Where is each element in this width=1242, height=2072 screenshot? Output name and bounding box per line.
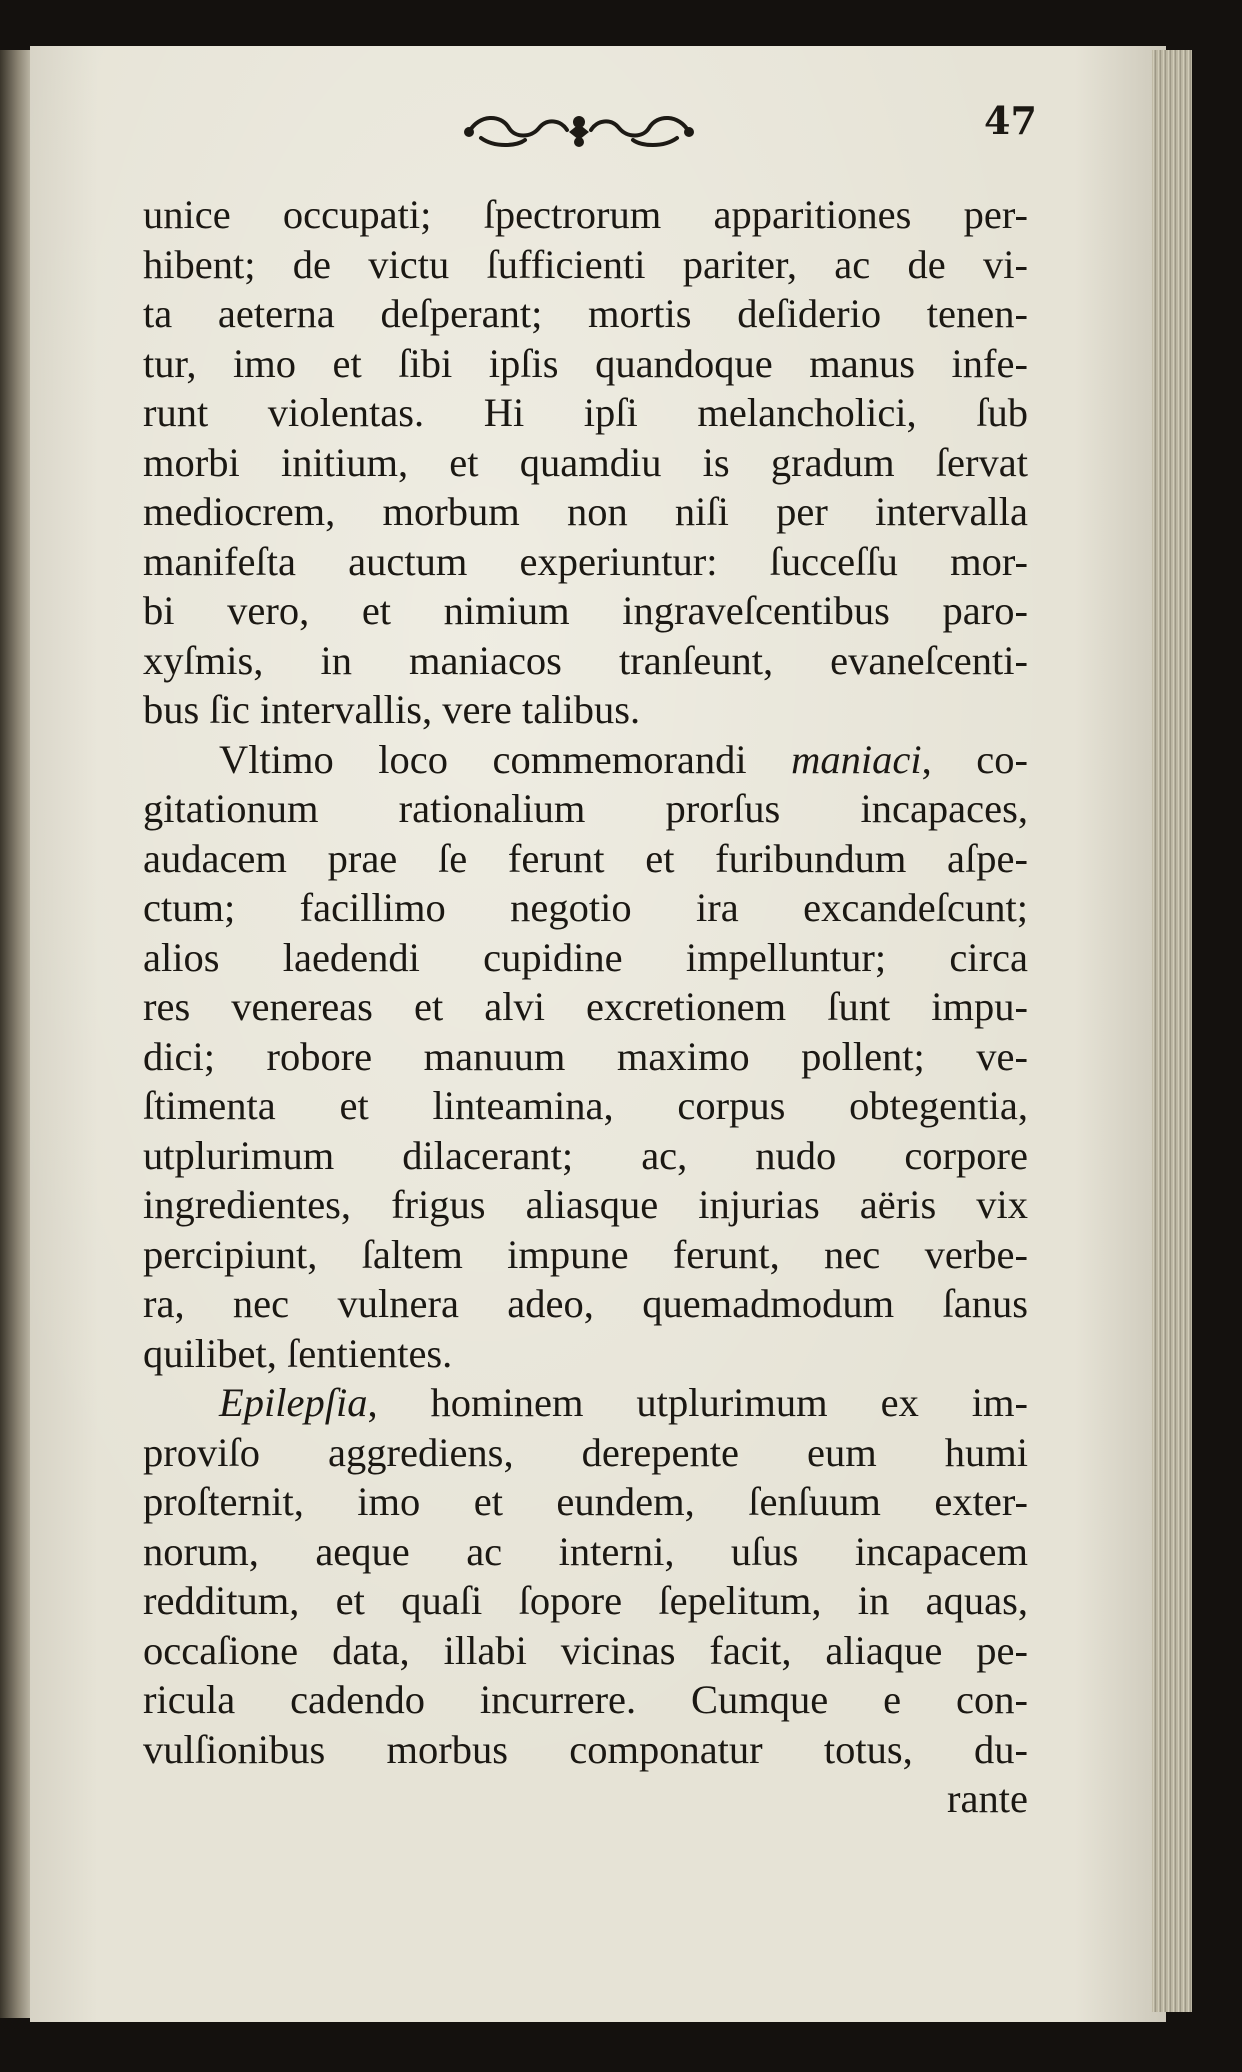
text-run: , hominem utplurimum ex im- [367,1380,1028,1425]
page-number: 47 [984,98,1037,143]
italic-term: Epilepſia [219,1380,368,1425]
text-line: ſtimenta et linteamina, corpus obtegentia, [143,1083,1028,1128]
body-text [143,190,1028,1824]
text-line: norum, aeque ac interni, uſus incapacem [143,1528,1028,1574]
text-line: runt violentas. Hi ipſi melancholici, ſub [143,390,1028,435]
page-header [140,92,1040,172]
text-line: unice occupati; ſpectrorum apparitiones per- [143,192,1028,237]
text-line: proviſo aggrediens, derepente eum humi [143,1429,1028,1475]
text-line: quilibet, ſentientes. [143,1330,453,1376]
text-line: percipiunt, ſaltem impune ferunt, nec verbe- [143,1231,1028,1277]
text-line: bus ſic intervallis, vere talibus. [143,687,641,732]
text-line: ra, nec vulnera adeo, quemadmodum ſanus [143,1281,1028,1326]
text-line: gitationum rationalium prorſus incapaces, [143,786,1028,831]
text-run: , co- [921,736,1028,782]
text-line: xyſmis, in maniacos tranſeunt, evaneſcenti- [143,637,1028,683]
text-line: manifeſta auctum experiuntur: ſucceſſu mor- [143,538,1028,584]
text-line: ricula cadendo incurrere. Cumque e con- [143,1677,1028,1722]
text-line: alios laedendi cupidine impelluntur; circa [143,934,1028,980]
text-line [143,735,1028,785]
text-line: rante [947,1776,1028,1821]
text-line: utplurimum dilacerant; ac, nudo corpore [143,1132,1028,1178]
text-line: ingredientes, frigus aliasque injurias aëris vix [143,1182,1028,1227]
page-edge-stack [1152,50,1192,2012]
text-line [143,1378,1028,1428]
text-line: ctum; facillimo negotio ira excandeſcunt; [143,885,1028,930]
italic-term: maniaci [791,736,922,782]
text-line: vulſionibus morbus componatur totus, du- [143,1726,1028,1772]
text-line: dici; robore manuum maximo pollent; ve- [143,1033,1028,1079]
head-ornament-icon [461,104,697,154]
text-line: hibent; de victu ſufficienti pariter, ac de vi- [143,241,1028,287]
text-line: mediocrem, morbum non niſi per intervalla [143,489,1028,534]
text-line: redditum, et quaſi ſopore ſepelitum, in aquas, [143,1578,1028,1623]
text-line: tur, imo et ſibi ipſis quandoque manus infe- [143,340,1028,386]
text-line: occaſione data, illabi vicinas facit, aliaque pe- [143,1627,1028,1673]
text-line: bi vero, et nimium ingraveſcentibus paro- [143,588,1028,633]
previous-page-edge [0,50,30,2018]
text-line: morbi initium, et quamdiu is gradum ſervat [143,439,1028,485]
text-line: audacem prae ſe ferunt et furibundum aſpe- [143,835,1028,881]
text-line: ta aeterna deſperant; mortis deſiderio tenen- [143,291,1028,336]
text-line: res venereas et alvi excretionem ſunt impu- [143,984,1028,1029]
text-line: proſternit, imo et eundem, ſenſuum exter- [143,1479,1028,1524]
text-run: Vltimo loco commemorandi [219,736,792,782]
